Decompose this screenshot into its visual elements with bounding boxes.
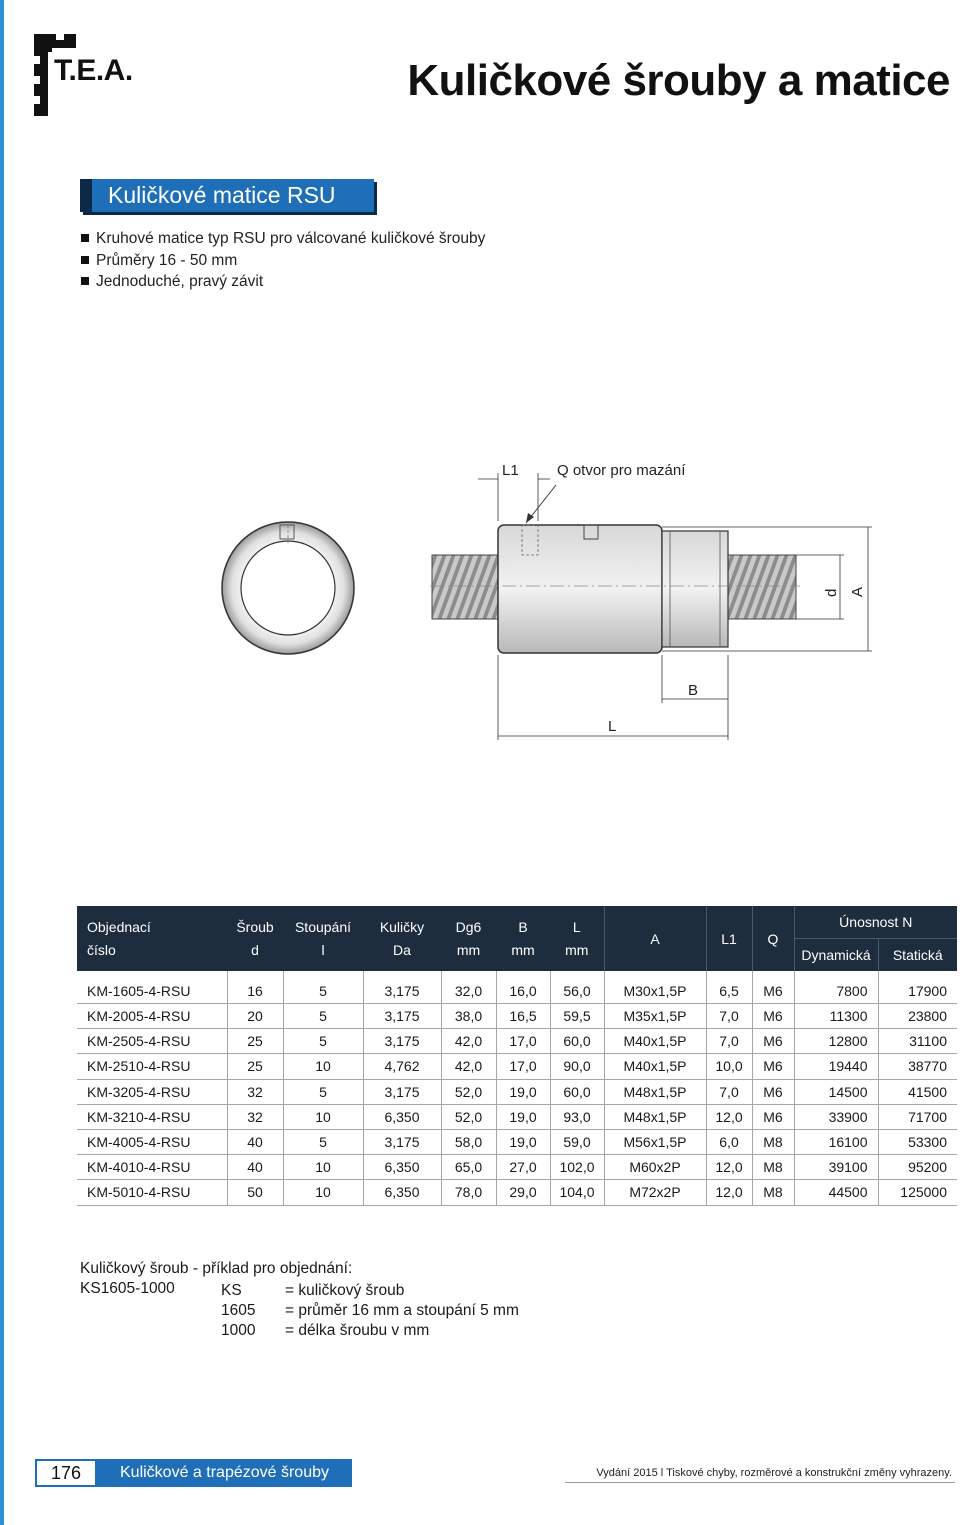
col-stoupani — [283, 906, 363, 971]
table-cell: KM-2505-4-RSU — [77, 1029, 227, 1054]
table-cell: 3,175 — [363, 1029, 441, 1054]
table-row — [77, 1104, 957, 1129]
order-key: KS — [221, 1282, 242, 1299]
table-cell: 25 — [227, 1054, 283, 1079]
table-cell: 5 — [283, 1004, 363, 1029]
col-l — [550, 906, 604, 971]
table-row — [77, 1004, 957, 1029]
table-cell: 7,0 — [706, 1079, 752, 1104]
table-cell: 38,0 — [441, 1004, 496, 1029]
order-value: = průměr 16 mm a stoupání 5 mm — [285, 1302, 519, 1319]
spec-table — [77, 906, 957, 1206]
table-cell: 19,0 — [496, 1079, 550, 1104]
left-accent-rule — [0, 0, 4, 1525]
table-row — [77, 1054, 957, 1079]
table-row — [77, 971, 957, 1004]
table-cell: 17,0 — [496, 1054, 550, 1079]
table-cell: 6,350 — [363, 1104, 441, 1129]
label-b: B — [688, 682, 699, 699]
table-cell: 5 — [283, 1129, 363, 1154]
table-cell: 14500 — [794, 1079, 878, 1104]
table-cell: 12,0 — [706, 1104, 752, 1129]
page-number: 176 — [35, 1459, 97, 1487]
table-cell: M35x1,5P — [604, 1004, 706, 1029]
col-a: A — [604, 906, 706, 971]
spec-table-body — [77, 971, 957, 1205]
table-cell: M6 — [752, 1004, 794, 1029]
col-unosnost: Únosnost N — [794, 906, 957, 939]
order-example-title: Kuličkový šroub - příklad pro objednání: — [80, 1260, 353, 1277]
section-header — [80, 179, 374, 212]
col-q: Q — [752, 906, 794, 971]
table-cell: M56x1,5P — [604, 1129, 706, 1154]
table-cell: 59,5 — [550, 1004, 604, 1029]
table-cell: 50 — [227, 1180, 283, 1205]
table-cell: 42,0 — [441, 1054, 496, 1079]
table-cell: 7,0 — [706, 1029, 752, 1054]
end-view — [222, 522, 354, 654]
order-key: 1605 — [221, 1302, 256, 1319]
table-cell: 32 — [227, 1079, 283, 1104]
table-cell: 6,0 — [706, 1129, 752, 1154]
table-cell: 33900 — [794, 1104, 878, 1129]
table-cell: M48x1,5P — [604, 1079, 706, 1104]
label-l: L — [608, 718, 617, 735]
col-objednaci — [77, 906, 227, 971]
col-kulicky — [363, 906, 441, 971]
table-cell: 40 — [227, 1129, 283, 1154]
table-cell: KM-5010-4-RSU — [77, 1180, 227, 1205]
order-example-code: KS1605-1000 — [80, 1280, 175, 1297]
table-cell: 39100 — [794, 1155, 878, 1180]
col-header-text: d — [251, 942, 259, 958]
table-cell: 93,0 — [550, 1104, 604, 1129]
table-cell: 5 — [283, 1029, 363, 1054]
col-header-text: l — [321, 942, 325, 958]
label-l1: L1 — [502, 462, 519, 479]
table-cell: 60,0 — [550, 1079, 604, 1104]
col-b — [496, 906, 550, 971]
table-cell: 10 — [283, 1104, 363, 1129]
table-cell: 3,175 — [363, 971, 441, 1004]
table-row — [77, 1079, 957, 1104]
feature-item: Kruhové matice typ RSU pro válcované kuličkové šrouby — [80, 228, 485, 250]
table-cell: 60,0 — [550, 1029, 604, 1054]
table-cell: 38770 — [878, 1054, 957, 1079]
table-cell: 10 — [283, 1155, 363, 1180]
table-cell: 10,0 — [706, 1054, 752, 1079]
table-cell: 12800 — [794, 1029, 878, 1054]
table-cell: M40x1,5P — [604, 1029, 706, 1054]
col-dynamicka: Dynamická — [794, 939, 878, 972]
table-cell: M6 — [752, 971, 794, 1004]
footer-chapter: Kuličkové a trapézové šrouby — [97, 1459, 352, 1487]
table-cell: 10 — [283, 1054, 363, 1079]
table-cell: 23800 — [878, 1004, 957, 1029]
table-cell: 52,0 — [441, 1104, 496, 1129]
table-cell: 6,5 — [706, 971, 752, 1004]
table-cell: KM-3205-4-RSU — [77, 1079, 227, 1104]
table-cell: 65,0 — [441, 1155, 496, 1180]
col-dg6 — [441, 906, 496, 971]
table-cell: 6,350 — [363, 1155, 441, 1180]
table-cell: 7,0 — [706, 1004, 752, 1029]
logo-text: T.E.A. — [54, 54, 133, 87]
table-cell: 16100 — [794, 1129, 878, 1154]
feature-item: Jednoduché, pravý závit — [80, 271, 485, 293]
page-title: Kuličkové šrouby a matice — [407, 56, 950, 105]
col-header-text: Kuličky — [379, 919, 425, 935]
table-cell: 44500 — [794, 1180, 878, 1205]
col-l1: L1 — [706, 906, 752, 971]
col-sroub — [227, 906, 283, 971]
table-cell: 19,0 — [496, 1129, 550, 1154]
table-cell: M6 — [752, 1054, 794, 1079]
table-cell: 12,0 — [706, 1180, 752, 1205]
table-cell: 7800 — [794, 971, 878, 1004]
table-cell: M6 — [752, 1079, 794, 1104]
table-cell: 17900 — [878, 971, 957, 1004]
table-cell: KM-2510-4-RSU — [77, 1054, 227, 1079]
table-cell: 10 — [283, 1180, 363, 1205]
table-cell: 19,0 — [496, 1104, 550, 1129]
footer-note: Vydání 2015 l Tiskové chyby, rozměrové a konstrukční změny vyhrazeny. — [596, 1467, 952, 1479]
col-header-text: Šroub — [236, 919, 274, 935]
table-cell: 5 — [283, 1079, 363, 1104]
feature-list — [80, 228, 485, 293]
table-cell: 102,0 — [550, 1155, 604, 1180]
table-cell: M30x1,5P — [604, 971, 706, 1004]
table-cell: 31100 — [878, 1029, 957, 1054]
table-cell: 25 — [227, 1029, 283, 1054]
order-value: = délka šroubu v mm — [285, 1322, 430, 1339]
label-d: d — [823, 588, 840, 597]
col-header-text: mm — [511, 942, 535, 958]
table-cell: M8 — [752, 1155, 794, 1180]
table-cell: 78,0 — [441, 1180, 496, 1205]
table-cell: 53300 — [878, 1129, 957, 1154]
feature-item: Průměry 16 - 50 mm — [80, 250, 485, 272]
order-value: = kuličkový šroub — [285, 1282, 405, 1299]
table-cell: M72x2P — [604, 1180, 706, 1205]
table-cell: 5 — [283, 971, 363, 1004]
table-cell: 42,0 — [441, 1029, 496, 1054]
table-cell: 6,350 — [363, 1180, 441, 1205]
table-cell: 3,175 — [363, 1079, 441, 1104]
table-cell: 104,0 — [550, 1180, 604, 1205]
table-cell: M48x1,5P — [604, 1104, 706, 1129]
table-cell: 17,0 — [496, 1029, 550, 1054]
table-cell: KM-4005-4-RSU — [77, 1129, 227, 1154]
table-row — [77, 1180, 957, 1205]
order-key: 1000 — [221, 1322, 256, 1339]
table-row — [77, 1155, 957, 1180]
col-header-text: mm — [565, 942, 589, 958]
col-header-text: L — [572, 919, 581, 935]
table-cell: 52,0 — [441, 1079, 496, 1104]
table-cell: 3,175 — [363, 1129, 441, 1154]
col-staticka: Statická — [878, 939, 957, 972]
col-header-text: číslo — [87, 942, 116, 958]
table-cell: M40x1,5P — [604, 1054, 706, 1079]
label-q: Q otvor pro mazání — [557, 462, 686, 479]
table-cell: 16,0 — [496, 971, 550, 1004]
table-cell: 59,0 — [550, 1129, 604, 1154]
table-cell: 41500 — [878, 1079, 957, 1104]
table-row — [77, 1029, 957, 1054]
table-cell: 27,0 — [496, 1155, 550, 1180]
table-cell: 71700 — [878, 1104, 957, 1129]
table-cell: 40 — [227, 1155, 283, 1180]
table-cell: 12,0 — [706, 1155, 752, 1180]
col-header-text: Dg6 — [455, 919, 482, 935]
col-header-text: Objednací — [87, 919, 151, 935]
table-cell: 11300 — [794, 1004, 878, 1029]
table-cell: KM-1605-4-RSU — [77, 971, 227, 1004]
nut-technical-drawing — [200, 455, 900, 755]
table-cell: 58,0 — [441, 1129, 496, 1154]
table-cell: 16 — [227, 971, 283, 1004]
table-cell: M8 — [752, 1180, 794, 1205]
table-cell: 29,0 — [496, 1180, 550, 1205]
table-cell: KM-4010-4-RSU — [77, 1155, 227, 1180]
table-cell: 56,0 — [550, 971, 604, 1004]
table-cell: 3,175 — [363, 1004, 441, 1029]
table-cell: M8 — [752, 1129, 794, 1154]
section-title: Kuličkové matice RSU — [108, 182, 336, 208]
table-cell: KM-2005-4-RSU — [77, 1004, 227, 1029]
table-cell: 16,5 — [496, 1004, 550, 1029]
label-a: A — [849, 586, 866, 597]
table-cell: M6 — [752, 1029, 794, 1054]
col-header-text: Da — [393, 942, 411, 958]
table-cell: 95200 — [878, 1155, 957, 1180]
col-header-text: mm — [456, 942, 481, 958]
table-cell: 20 — [227, 1004, 283, 1029]
table-cell: 90,0 — [550, 1054, 604, 1079]
col-header-text: Stoupání — [294, 919, 352, 935]
col-header-text: B — [518, 919, 528, 935]
table-cell: 19440 — [794, 1054, 878, 1079]
table-cell: M60x2P — [604, 1155, 706, 1180]
footer-divider — [565, 1482, 955, 1483]
table-cell: 125000 — [878, 1180, 957, 1205]
table-cell: KM-3210-4-RSU — [77, 1104, 227, 1129]
table-cell: 32,0 — [441, 971, 496, 1004]
table-row — [77, 1129, 957, 1154]
table-cell: 4,762 — [363, 1054, 441, 1079]
table-cell: M6 — [752, 1104, 794, 1129]
table-cell: 32 — [227, 1104, 283, 1129]
